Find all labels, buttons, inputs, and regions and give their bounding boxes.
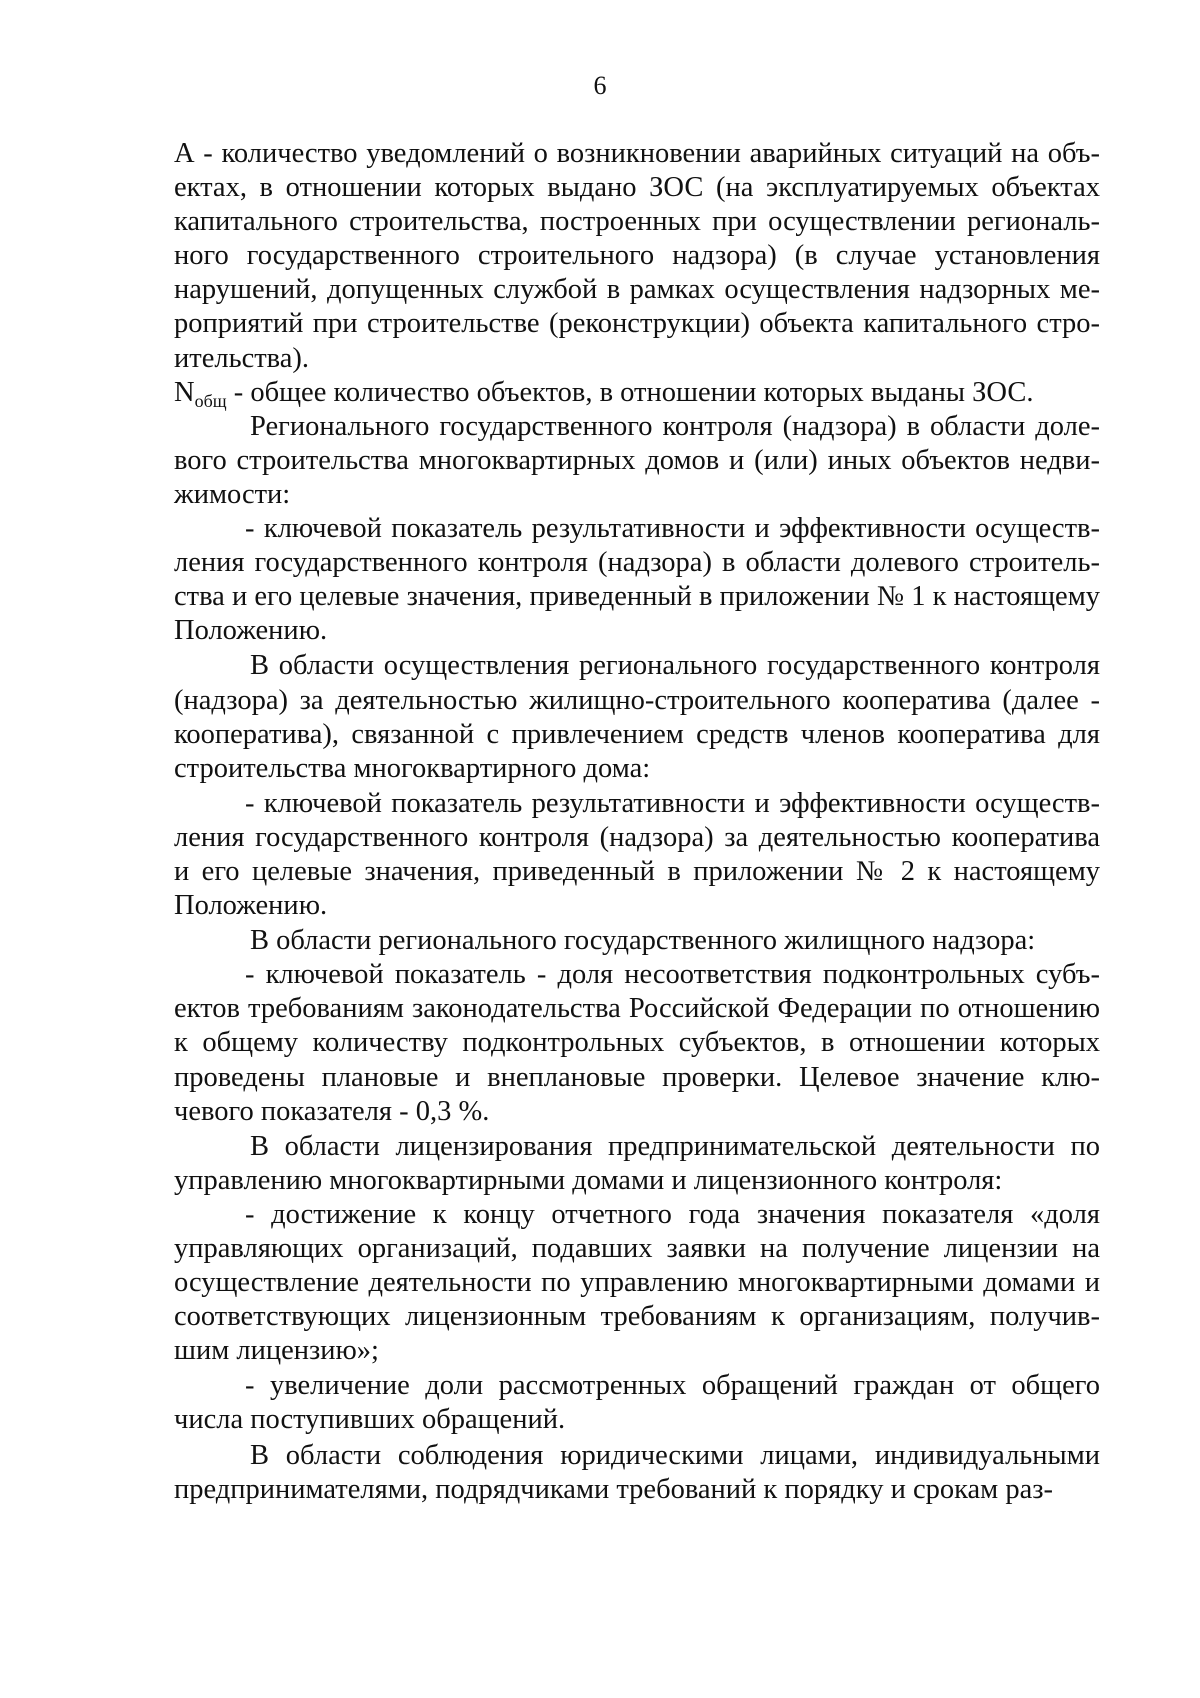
paragraph-housing-supervision-heading: В области регионального государственного жилищного надзора: xyxy=(250,925,1036,957)
paragraph-shared-construction-indicator: - ключевой показатель результативности и эффективности осуществления государственного контроля (надзора) в области долевого строительства и его целевые значения, приведенный в приложении № 1 к настоящему Положению. xyxy=(174,513,1100,647)
n-definition-text: - общее количество объектов, в отношении которых выданы ЗОС. xyxy=(226,376,1034,408)
n-symbol: N xyxy=(174,376,195,408)
document-body xyxy=(174,137,1100,1507)
n-subscript: общ xyxy=(194,390,227,411)
paragraph-cooperative-indicator: - ключевой показатель результативности и эффективности осуществления государственного контроля (надзора) за деятельностью кооператива и его целевые значения, приведенный в приложении № 2 к настоящему Положению. xyxy=(174,787,1100,922)
paragraph-citizen-appeals: - увеличение доли рассмотренных обращений граждан от общего числа поступивших обращений. xyxy=(174,1370,1100,1436)
paragraph-cooperative-heading: В области осуществления регионального государственного контроля (надзора) за деятельностью жилищно-строительного кооператива (далее - кооператива), связанной с привлечением средств членов кооператива для строительства многоквартирного дома: xyxy=(174,650,1100,784)
paragraph-licensing-indicator: - достижение к концу отчетного года значения показателя «доля управляющих организаций, подавших заявки на получение лицензии на осуществление деятельности по управлению многоквартирными домами и соответствующих лицензионным требованиям к организациям, получившим лицензию»; xyxy=(174,1198,1100,1367)
paragraph-shared-construction-heading: Регионального государственного контроля (надзора) в области долевого строительства многоквартирных домов и (или) иных объектов недвижимости: xyxy=(174,410,1100,510)
paragraph-a-definition: А - количество уведомлений о возникновении аварийных ситуаций на объектах, в отношении которых выдано ЗОС (на эксплуатируемых объектах капитального строительства, построенных при осуществлении регионального государственного строительного надзора) (в случае установления нарушений, допущенных службой в рамках осуществления надзорных мероприятий при строительстве (реконструкции) объекта капитального строительства). xyxy=(174,138,1100,374)
paragraph-housing-supervision-indicator: - ключевой показатель - доля несоответствия подконтрольных субъектов требованиям законодательства Российской Федерации по отношению к общему количеству подконтрольных субъектов, в отношении которых проведены плановые и внеплановые проверки. Целевое значение ключевого показателя - 0,3 %. xyxy=(174,959,1100,1127)
page-number: 6 xyxy=(593,71,607,100)
paragraph-n-definition xyxy=(174,376,1100,410)
paragraph-compliance-requirements: В области соблюдения юридическими лицами, индивидуальными предпринимателями, подрядчиками требований к порядку и срокам раз- xyxy=(174,1439,1100,1505)
paragraph-licensing-heading: В области лицензирования предпринимательской деятельности по управлению многоквартирными домами и лицензионного контроля: xyxy=(174,1130,1100,1196)
